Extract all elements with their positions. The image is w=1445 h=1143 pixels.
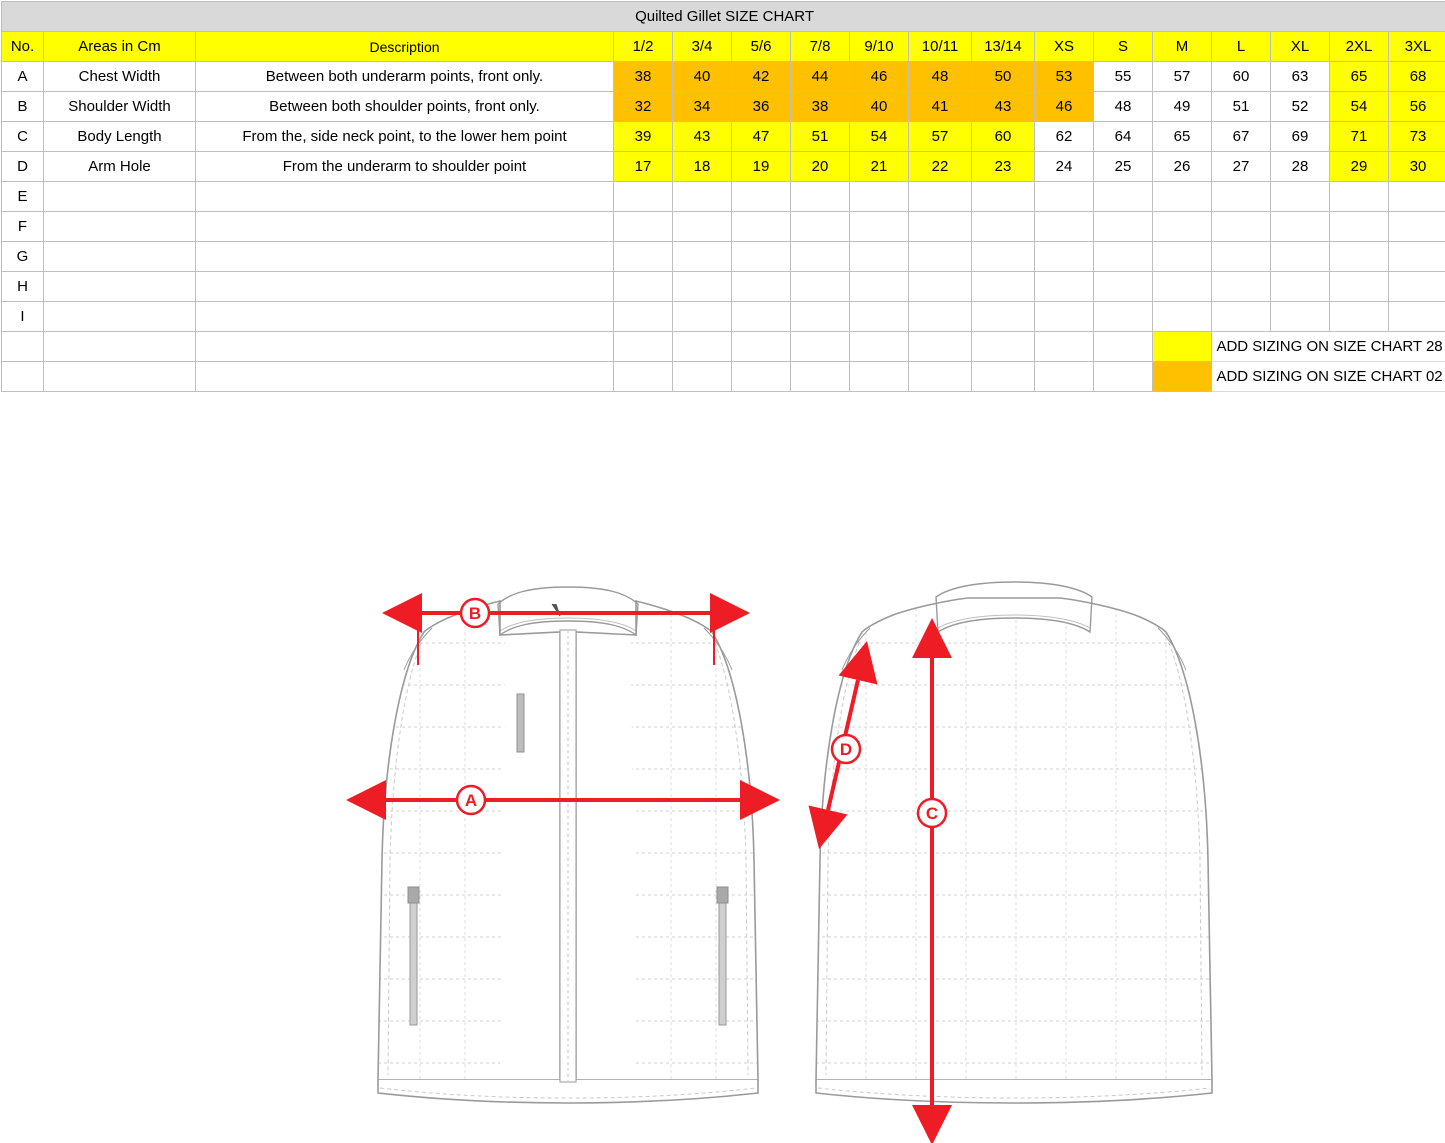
legend-row xyxy=(2,362,1445,392)
row-value xyxy=(614,212,673,242)
header-size-8: XS xyxy=(1035,32,1094,62)
row-value xyxy=(1035,212,1094,242)
row-no: B xyxy=(2,92,44,122)
row-value xyxy=(1094,302,1153,332)
quilt-lines-front-right xyxy=(620,590,770,1090)
row-value: 32 xyxy=(614,92,673,122)
row-value: 54 xyxy=(850,122,909,152)
header-size-9: S xyxy=(1094,32,1153,62)
row-value xyxy=(1153,242,1212,272)
measure-a-label: A xyxy=(464,791,478,810)
legend-spacer xyxy=(1094,332,1153,362)
page-title: Quilted Gillet SIZE CHART xyxy=(2,2,1445,32)
legend-spacer xyxy=(196,332,614,362)
row-value xyxy=(972,302,1035,332)
row-value xyxy=(673,272,732,302)
legend-spacer xyxy=(196,362,614,392)
row-value: 46 xyxy=(850,62,909,92)
row-value xyxy=(732,212,791,242)
row-value: 73 xyxy=(1389,122,1445,152)
legend-spacer xyxy=(2,362,44,392)
legend-spacer xyxy=(972,332,1035,362)
row-value: 62 xyxy=(1035,122,1094,152)
row-value xyxy=(1153,212,1212,242)
row-value xyxy=(1035,272,1094,302)
row-value: 57 xyxy=(909,122,972,152)
header-size-6: 10/11 xyxy=(909,32,972,62)
row-value: 49 xyxy=(1153,92,1212,122)
row-value xyxy=(1035,302,1094,332)
header-size-11: L xyxy=(1212,32,1271,62)
row-value xyxy=(850,212,909,242)
row-area xyxy=(44,212,196,242)
row-value xyxy=(1094,242,1153,272)
front-pocket-left xyxy=(410,895,417,1025)
row-value xyxy=(673,182,732,212)
row-value xyxy=(1153,272,1212,302)
row-value: 26 xyxy=(1153,152,1212,182)
row-value xyxy=(614,182,673,212)
row-value xyxy=(1330,182,1389,212)
row-value: 25 xyxy=(1094,152,1153,182)
quilt-lines-front-left xyxy=(370,590,520,1090)
legend-swatch-orange xyxy=(1153,362,1212,392)
row-value xyxy=(673,302,732,332)
chart-title-row xyxy=(2,2,1445,32)
legend-spacer xyxy=(1094,362,1153,392)
row-value: 67 xyxy=(1212,122,1271,152)
row-value: 53 xyxy=(1035,62,1094,92)
row-area xyxy=(44,272,196,302)
row-value: 69 xyxy=(1271,122,1330,152)
row-value xyxy=(732,272,791,302)
row-value xyxy=(909,242,972,272)
row-value: 40 xyxy=(850,92,909,122)
header-size-1: 1/2 xyxy=(614,32,673,62)
row-value: 48 xyxy=(909,62,972,92)
legend-spacer xyxy=(791,332,850,362)
row-description xyxy=(196,302,614,332)
size-chart-table xyxy=(1,1,1445,392)
header-size-13: 2XL xyxy=(1330,32,1389,62)
row-no: I xyxy=(2,302,44,332)
row-description: From the, side neck point, to the lower hem point xyxy=(196,122,614,152)
row-value xyxy=(732,182,791,212)
legend-label: ADD SIZING ON SIZE CHART 28 xyxy=(1212,332,1445,362)
row-value xyxy=(1389,242,1445,272)
row-value xyxy=(850,242,909,272)
row-value: 29 xyxy=(1330,152,1389,182)
table-row xyxy=(2,182,1445,212)
table-row xyxy=(2,122,1445,152)
legend-label: ADD SIZING ON SIZE CHART 02 xyxy=(1212,362,1445,392)
table-row xyxy=(2,152,1445,182)
garment-front-view xyxy=(370,587,770,1103)
row-value: 56 xyxy=(1389,92,1445,122)
row-value xyxy=(791,212,850,242)
row-value xyxy=(1389,272,1445,302)
legend-spacer xyxy=(673,362,732,392)
row-area: Shoulder Width xyxy=(44,92,196,122)
row-value xyxy=(1389,212,1445,242)
row-value xyxy=(791,242,850,272)
row-value: 18 xyxy=(673,152,732,182)
header-size-5: 9/10 xyxy=(850,32,909,62)
row-area: Body Length xyxy=(44,122,196,152)
front-pocket-left-zip-pull xyxy=(408,887,419,903)
legend-spacer xyxy=(44,332,196,362)
back-hem xyxy=(816,1080,1212,1103)
row-value: 21 xyxy=(850,152,909,182)
row-value: 57 xyxy=(1153,62,1212,92)
row-value: 17 xyxy=(614,152,673,182)
row-value: 50 xyxy=(972,62,1035,92)
row-value xyxy=(909,182,972,212)
row-value xyxy=(791,302,850,332)
table-row xyxy=(2,272,1445,302)
legend-spacer xyxy=(909,332,972,362)
row-value xyxy=(1389,302,1445,332)
row-value: 28 xyxy=(1271,152,1330,182)
row-no: H xyxy=(2,272,44,302)
row-value: 38 xyxy=(791,92,850,122)
front-pocket-right xyxy=(719,895,726,1025)
row-value: 27 xyxy=(1212,152,1271,182)
row-value xyxy=(1094,212,1153,242)
row-value xyxy=(1271,212,1330,242)
legend-spacer xyxy=(44,362,196,392)
row-description: Between both shoulder points, front only. xyxy=(196,92,614,122)
row-value: 54 xyxy=(1330,92,1389,122)
row-no: F xyxy=(2,212,44,242)
front-hem xyxy=(378,1080,758,1103)
measure-c-label: C xyxy=(925,804,939,823)
row-value xyxy=(972,212,1035,242)
row-value xyxy=(614,302,673,332)
legend-spacer xyxy=(1035,362,1094,392)
measure-b-label: B xyxy=(468,604,482,623)
row-value xyxy=(1389,182,1445,212)
header-size-2: 3/4 xyxy=(673,32,732,62)
row-value: 60 xyxy=(1212,62,1271,92)
row-value xyxy=(850,272,909,302)
row-value xyxy=(614,272,673,302)
quilt-lines-back xyxy=(810,590,1220,1090)
row-value xyxy=(1094,272,1153,302)
header-size-3: 5/6 xyxy=(732,32,791,62)
row-value xyxy=(1212,272,1271,302)
row-value: 20 xyxy=(791,152,850,182)
row-value xyxy=(1035,242,1094,272)
legend-spacer xyxy=(850,362,909,392)
row-value: 71 xyxy=(1330,122,1389,152)
row-value: 46 xyxy=(1035,92,1094,122)
row-value: 51 xyxy=(791,122,850,152)
row-value: 42 xyxy=(732,62,791,92)
row-value xyxy=(1212,302,1271,332)
row-value xyxy=(732,242,791,272)
row-value xyxy=(732,302,791,332)
row-value: 36 xyxy=(732,92,791,122)
legend-spacer xyxy=(791,362,850,392)
row-value: 22 xyxy=(909,152,972,182)
legend-spacer xyxy=(673,332,732,362)
row-value xyxy=(909,212,972,242)
table-row xyxy=(2,242,1445,272)
row-description xyxy=(196,182,614,212)
row-description: Between both underarm points, front only. xyxy=(196,62,614,92)
legend-spacer xyxy=(972,362,1035,392)
legend-row xyxy=(2,332,1445,362)
row-no: D xyxy=(2,152,44,182)
row-value: 24 xyxy=(1035,152,1094,182)
row-value: 23 xyxy=(972,152,1035,182)
legend-spacer xyxy=(909,362,972,392)
row-value: 39 xyxy=(614,122,673,152)
row-value: 65 xyxy=(1153,122,1212,152)
row-value: 51 xyxy=(1212,92,1271,122)
row-value: 48 xyxy=(1094,92,1153,122)
row-value xyxy=(972,242,1035,272)
legend-spacer xyxy=(614,362,673,392)
header-no: No. xyxy=(2,32,44,62)
legend-spacer xyxy=(2,332,44,362)
row-value: 34 xyxy=(673,92,732,122)
row-value xyxy=(1271,242,1330,272)
header-size-14: 3XL xyxy=(1389,32,1445,62)
row-area: Arm Hole xyxy=(44,152,196,182)
row-value xyxy=(791,182,850,212)
table-row xyxy=(2,212,1445,242)
row-value xyxy=(614,242,673,272)
row-value: 68 xyxy=(1389,62,1445,92)
row-area xyxy=(44,242,196,272)
row-value: 52 xyxy=(1271,92,1330,122)
header-areas: Areas in Cm xyxy=(44,32,196,62)
header-description: Description xyxy=(196,32,614,62)
row-no: E xyxy=(2,182,44,212)
row-value xyxy=(1035,182,1094,212)
row-value: 65 xyxy=(1330,62,1389,92)
row-value xyxy=(1212,242,1271,272)
table-row xyxy=(2,62,1445,92)
header-size-12: XL xyxy=(1271,32,1330,62)
legend-spacer xyxy=(1035,332,1094,362)
row-value xyxy=(673,242,732,272)
row-value xyxy=(1153,182,1212,212)
row-value xyxy=(850,302,909,332)
table-row xyxy=(2,92,1445,122)
row-value xyxy=(1330,272,1389,302)
row-value xyxy=(791,272,850,302)
row-value xyxy=(1212,182,1271,212)
row-value xyxy=(1153,302,1212,332)
garment-technical-drawing xyxy=(0,560,1445,1143)
row-value xyxy=(1212,212,1271,242)
legend-spacer xyxy=(732,362,791,392)
row-no: G xyxy=(2,242,44,272)
row-value: 44 xyxy=(791,62,850,92)
row-value: 43 xyxy=(673,122,732,152)
row-value xyxy=(1094,182,1153,212)
row-value: 41 xyxy=(909,92,972,122)
chest-pocket-zip xyxy=(517,694,524,752)
row-value xyxy=(850,182,909,212)
row-value xyxy=(972,182,1035,212)
header-size-7: 13/14 xyxy=(972,32,1035,62)
row-value: 47 xyxy=(732,122,791,152)
row-area xyxy=(44,302,196,332)
row-no: C xyxy=(2,122,44,152)
table-row xyxy=(2,302,1445,332)
row-no: A xyxy=(2,62,44,92)
row-value: 40 xyxy=(673,62,732,92)
row-description xyxy=(196,272,614,302)
row-value xyxy=(673,212,732,242)
row-value xyxy=(1271,302,1330,332)
row-value xyxy=(1330,212,1389,242)
row-value: 30 xyxy=(1389,152,1445,182)
row-value: 63 xyxy=(1271,62,1330,92)
row-value xyxy=(1330,242,1389,272)
row-value xyxy=(909,302,972,332)
row-value xyxy=(1271,272,1330,302)
row-value: 55 xyxy=(1094,62,1153,92)
row-value: 60 xyxy=(972,122,1035,152)
legend-spacer xyxy=(850,332,909,362)
garment-back-view xyxy=(810,582,1220,1103)
row-value: 19 xyxy=(732,152,791,182)
row-description xyxy=(196,242,614,272)
row-value xyxy=(1271,182,1330,212)
row-description xyxy=(196,212,614,242)
row-value: 38 xyxy=(614,62,673,92)
row-value xyxy=(1330,302,1389,332)
measure-d-label: D xyxy=(839,740,853,759)
table-header-row xyxy=(2,32,1445,62)
row-value: 64 xyxy=(1094,122,1153,152)
legend-spacer xyxy=(732,332,791,362)
header-size-4: 7/8 xyxy=(791,32,850,62)
row-value xyxy=(909,272,972,302)
row-value: 43 xyxy=(972,92,1035,122)
row-area xyxy=(44,182,196,212)
header-size-10: M xyxy=(1153,32,1212,62)
row-description: From the underarm to shoulder point xyxy=(196,152,614,182)
row-area: Chest Width xyxy=(44,62,196,92)
legend-spacer xyxy=(614,332,673,362)
legend-swatch-yellow xyxy=(1153,332,1212,362)
front-pocket-right-zip-pull xyxy=(717,887,728,903)
row-value xyxy=(972,272,1035,302)
